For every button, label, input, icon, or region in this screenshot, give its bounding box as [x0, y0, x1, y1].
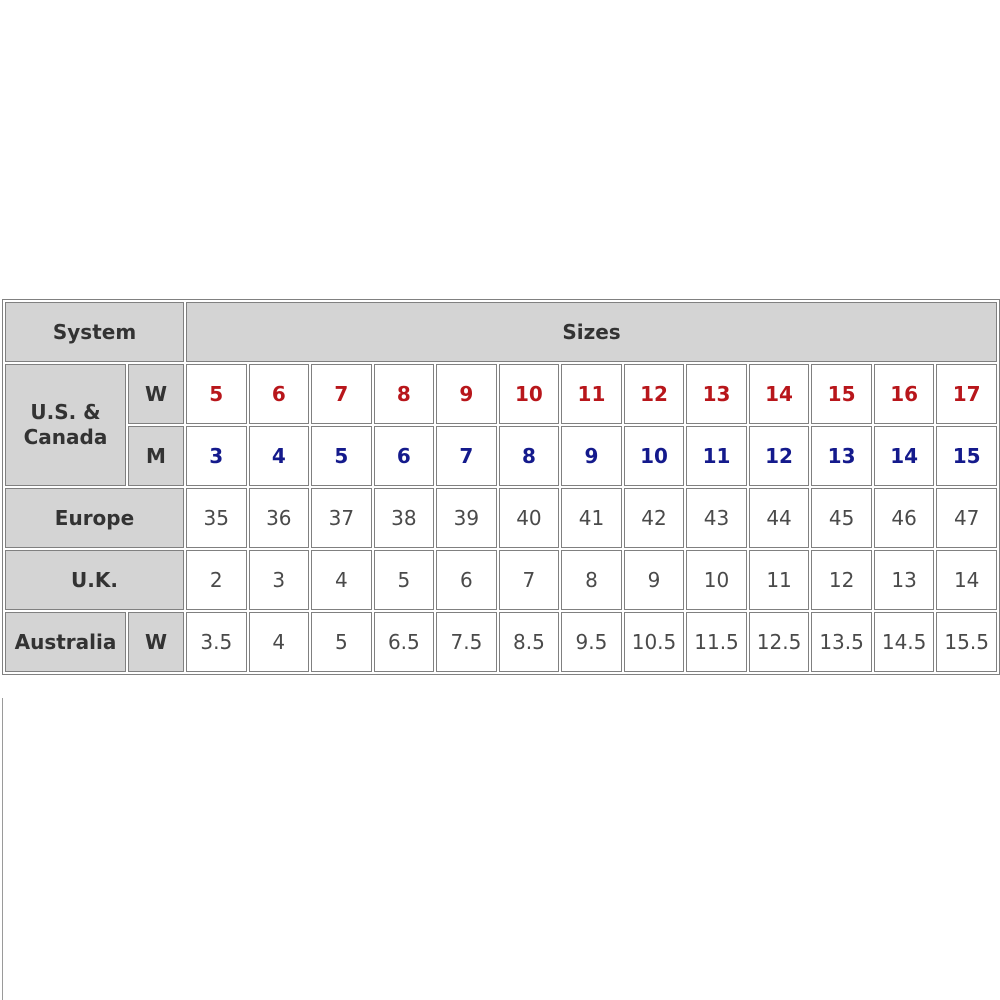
- australia-size: 12.5: [749, 612, 810, 672]
- europe-size: 44: [749, 488, 810, 548]
- uk-row: [5, 550, 997, 610]
- us-men-size: 11: [686, 426, 747, 486]
- us-canada-women-row: [5, 364, 997, 424]
- australia-size: 14.5: [874, 612, 935, 672]
- europe-label: Europe: [5, 488, 184, 548]
- left-border-line: [2, 698, 3, 1000]
- australia-size: 9.5: [561, 612, 622, 672]
- us-women-size: 6: [249, 364, 310, 424]
- us-women-size: 16: [874, 364, 935, 424]
- europe-size: 39: [436, 488, 497, 548]
- europe-size: 46: [874, 488, 935, 548]
- europe-size: 36: [249, 488, 310, 548]
- us-canada-label-line1: U.S. &: [30, 400, 101, 424]
- australia-size: 10.5: [624, 612, 685, 672]
- us-women-size: 13: [686, 364, 747, 424]
- europe-size: 38: [374, 488, 435, 548]
- header-row: [5, 302, 997, 362]
- australia-size: 13.5: [811, 612, 872, 672]
- us-women-size: 7: [311, 364, 372, 424]
- uk-size: 2: [186, 550, 247, 610]
- women-gender-label: W: [128, 364, 184, 424]
- system-header: System: [5, 302, 184, 362]
- us-men-size: 15: [936, 426, 997, 486]
- europe-size: 35: [186, 488, 247, 548]
- europe-size: 40: [499, 488, 560, 548]
- us-canada-label-line2: Canada: [23, 425, 108, 449]
- us-women-size: 8: [374, 364, 435, 424]
- sizes-header: Sizes: [186, 302, 997, 362]
- europe-size: 37: [311, 488, 372, 548]
- australia-size: 11.5: [686, 612, 747, 672]
- us-men-size: 8: [499, 426, 560, 486]
- australia-row: [5, 612, 997, 672]
- uk-size: 10: [686, 550, 747, 610]
- europe-size: 47: [936, 488, 997, 548]
- australia-size: 4: [249, 612, 310, 672]
- us-women-size: 9: [436, 364, 497, 424]
- europe-size: 41: [561, 488, 622, 548]
- us-men-size: 7: [436, 426, 497, 486]
- us-women-size: 11: [561, 364, 622, 424]
- australia-size: 5: [311, 612, 372, 672]
- us-women-size: 10: [499, 364, 560, 424]
- australia-size: 15.5: [936, 612, 997, 672]
- europe-size: 45: [811, 488, 872, 548]
- men-gender-label: M: [128, 426, 184, 486]
- us-women-size: 12: [624, 364, 685, 424]
- us-women-size: 14: [749, 364, 810, 424]
- australia-size: 6.5: [374, 612, 435, 672]
- uk-size: 3: [249, 550, 310, 610]
- uk-label: U.K.: [5, 550, 184, 610]
- us-men-size: 4: [249, 426, 310, 486]
- us-men-size: 5: [311, 426, 372, 486]
- uk-size: 14: [936, 550, 997, 610]
- uk-size: 5: [374, 550, 435, 610]
- uk-size: 11: [749, 550, 810, 610]
- uk-size: 12: [811, 550, 872, 610]
- us-men-size: 9: [561, 426, 622, 486]
- europe-size: 42: [624, 488, 685, 548]
- us-men-size: 13: [811, 426, 872, 486]
- australia-gender-label: W: [128, 612, 184, 672]
- uk-size: 6: [436, 550, 497, 610]
- shoe-size-chart: [2, 299, 1000, 675]
- australia-size: 7.5: [436, 612, 497, 672]
- uk-size: 13: [874, 550, 935, 610]
- uk-size: 7: [499, 550, 560, 610]
- us-men-size: 14: [874, 426, 935, 486]
- europe-size: 43: [686, 488, 747, 548]
- australia-size: 3.5: [186, 612, 247, 672]
- uk-size: 4: [311, 550, 372, 610]
- us-men-size: 6: [374, 426, 435, 486]
- europe-row: [5, 488, 997, 548]
- us-women-size: 17: [936, 364, 997, 424]
- australia-label: Australia: [5, 612, 126, 672]
- us-canada-men-row: [5, 426, 997, 486]
- uk-size: 8: [561, 550, 622, 610]
- us-men-size: 3: [186, 426, 247, 486]
- australia-size: 8.5: [499, 612, 560, 672]
- us-men-size: 10: [624, 426, 685, 486]
- us-men-size: 12: [749, 426, 810, 486]
- us-women-size: 15: [811, 364, 872, 424]
- us-canada-label: [5, 364, 126, 486]
- us-women-size: 5: [186, 364, 247, 424]
- uk-size: 9: [624, 550, 685, 610]
